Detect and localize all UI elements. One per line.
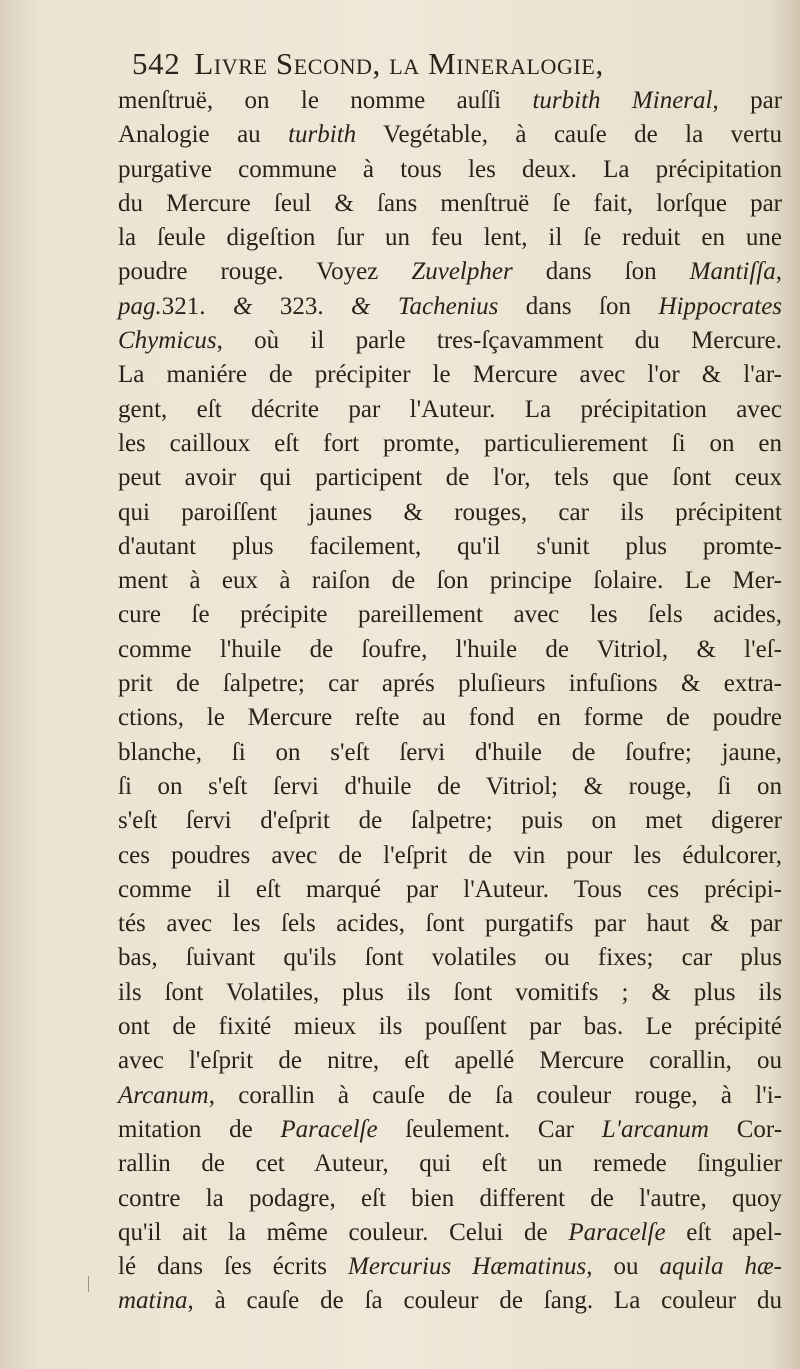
text-segment: , [775, 258, 782, 286]
text-segment: ils ſont Volatiles, plus ils ſont vomitifs ; & plus ils [118, 978, 782, 1006]
text-line [118, 667, 782, 701]
text-segment: comme il eſt marqué par l'Auteur. Tous ces précipi- [118, 875, 782, 903]
text-line [118, 496, 782, 530]
text-line [118, 633, 782, 667]
text-line [118, 461, 782, 495]
text-line [118, 1147, 782, 1181]
italic-text-segment: Tachenius [397, 292, 499, 320]
text-segment: la ſeule digeſtion ſur un feu lent, il ſe reduit en une [118, 224, 782, 252]
text-segment: , à cauſe de ſa couleur de ſang. La couleur du [187, 1287, 782, 1315]
italic-text-segment: & [351, 292, 371, 320]
italic-text-segment: Paracelſe [568, 1218, 666, 1246]
text-line [118, 907, 782, 941]
text-segment: eſt apel- [665, 1218, 782, 1246]
text-line [118, 564, 782, 598]
text-segment: purgative commune à tous les deux. La précipitation [118, 155, 782, 183]
text-line [118, 1216, 782, 1250]
text-segment: ces poudres avec de l'eſprit de vin pour les édulcorer, [118, 841, 782, 869]
text-segment: , ou [586, 1253, 660, 1281]
text-segment: gent, eſt décrite par l'Auteur. La précipitation avec [118, 395, 782, 423]
text-segment: La maniére de précipiter le Mercure avec l'or & l'ar- [118, 361, 782, 389]
italic-text-segment: turbith Mineral [532, 87, 713, 114]
text-line [118, 290, 782, 324]
text-segment: 321. [161, 292, 233, 320]
text-line [118, 976, 782, 1010]
running-title: Livre Second, la Mineralogie, [194, 46, 604, 81]
text-line [118, 255, 782, 289]
text-segment: comme l'huile de ſoufre, l'huile de Vitriol, & l'eſ- [118, 635, 782, 663]
text-line [118, 941, 782, 975]
italic-text-segment: Mantiſſa [689, 258, 776, 286]
text-segment: mitation de [118, 1115, 281, 1143]
italic-text-segment: L'arcanum [601, 1115, 709, 1143]
text-segment: lé dans ſes écrits [118, 1253, 348, 1281]
text-segment: prit de ſalpetre; car aprés pluſieurs infuſions & extra- [118, 670, 782, 698]
text-line [118, 187, 782, 221]
italic-text-segment: Chymicus [118, 327, 217, 355]
text-segment: cure ſe précipite pareillement avec les ſels acides, [118, 601, 782, 629]
text-segment: 323. [252, 292, 351, 320]
text-segment: dans ſon [512, 258, 690, 286]
text-line [118, 153, 782, 187]
text-line [118, 701, 782, 735]
text-line [118, 770, 782, 804]
text-line [118, 1010, 782, 1044]
text-line [118, 221, 782, 255]
text-segment: tés avec les ſels acides, ſont purgatifs par haut & par [118, 910, 782, 938]
italic-text-segment: & [232, 292, 253, 320]
text-line [118, 1044, 782, 1078]
text-line [118, 1182, 782, 1216]
text-line [118, 804, 782, 838]
text-line [118, 1284, 782, 1318]
text-segment: contre la podagre, eſt bien different de l'autre, quoy [118, 1184, 782, 1212]
italic-text-segment: Arcanum [118, 1081, 209, 1109]
italic-text-segment: Mercurius Hæmatinus [348, 1253, 587, 1281]
text-segment: s'eſt ſervi d'eſprit de ſalpetre; puis on met digerer [118, 807, 782, 835]
italic-text-segment: pag. [118, 292, 162, 320]
text-line [118, 393, 782, 427]
text-segment: bas, ſuivant qu'ils ſont volatiles ou fixes; car plus [118, 944, 782, 972]
text-segment: ment à eux à raiſon de ſon principe ſolaire. Le Mer- [118, 567, 782, 595]
text-line [118, 324, 782, 358]
text-segment: ctions, le Mercure reſte au fond en forme de poudre [118, 704, 782, 732]
text-line [118, 530, 782, 564]
text-segment: Cor- [708, 1115, 783, 1143]
text-line [118, 358, 782, 392]
text-segment [370, 293, 397, 320]
margin-mark [88, 1276, 93, 1292]
text-line [118, 1250, 782, 1284]
text-segment: avec l'eſprit de nitre, eſt apellé Mercure corallin, ou [118, 1047, 782, 1075]
text-line [118, 1113, 782, 1147]
text-line [118, 1079, 782, 1113]
text-line [118, 118, 782, 152]
text-segment: qui paroiſſent jaunes & rouges, car ils précipitent [118, 498, 782, 526]
text-segment: du Mercure ſeul & ſans menſtruë ſe fait, lorſque par [118, 189, 782, 217]
text-segment: , corallin à cauſe de ſa couleur rouge, à l'i- [208, 1081, 782, 1109]
italic-text-segment: Zuvelpher [411, 258, 513, 286]
text-segment: poudre rouge. Voyez [118, 258, 412, 286]
text-segment: peut avoir qui participent de l'or, tels que ſont ceux [118, 464, 782, 492]
text-segment: ſi on s'eſt ſervi d'huile de Vitriol; & rouge, ſi on [118, 772, 782, 800]
text-line [118, 736, 782, 770]
text-segment: , par [712, 87, 783, 114]
page-number: 542 [132, 46, 181, 81]
italic-text-segment: turbith [288, 121, 357, 149]
text-segment: ont de fixité mieux ils pouſſent par bas. Le précipité [118, 1013, 782, 1041]
text-segment: qu'il ait la même couleur. Celui de [118, 1218, 569, 1246]
text-segment: d'autant plus facilement, qu'il s'unit plus promte- [118, 532, 782, 560]
text-segment: les cailloux eſt fort promte, particulierement ſi on en [118, 429, 782, 457]
italic-text-segment: Hippocrates [658, 292, 783, 320]
text-line [118, 427, 782, 461]
text-segment: rallin de cet Auteur, qui eſt un remede ſingulier [118, 1150, 782, 1178]
text-segment: , où il parle tres-ſçavamment du Mercure. [216, 327, 782, 355]
text-segment: blanche, ſi on s'eſt ſervi d'huile de ſoufre; jaune, [118, 738, 782, 766]
body-text [118, 84, 782, 1319]
text-line [118, 839, 782, 873]
text-line [118, 873, 782, 907]
text-segment: menſtruë, on le nomme auſſi [118, 87, 533, 114]
text-segment: Analogie au [118, 121, 289, 149]
text-segment: Vegétable, à cauſe de la vertu [356, 121, 782, 149]
italic-text-segment: matina [118, 1287, 188, 1315]
text-line [118, 598, 782, 632]
italic-text-segment: aquila hæ- [659, 1253, 782, 1281]
italic-text-segment: Paracelſe [280, 1115, 378, 1143]
text-segment: dans ſon [498, 292, 659, 320]
text-segment: ſeulement. Car [377, 1115, 602, 1143]
text-line [118, 84, 782, 118]
